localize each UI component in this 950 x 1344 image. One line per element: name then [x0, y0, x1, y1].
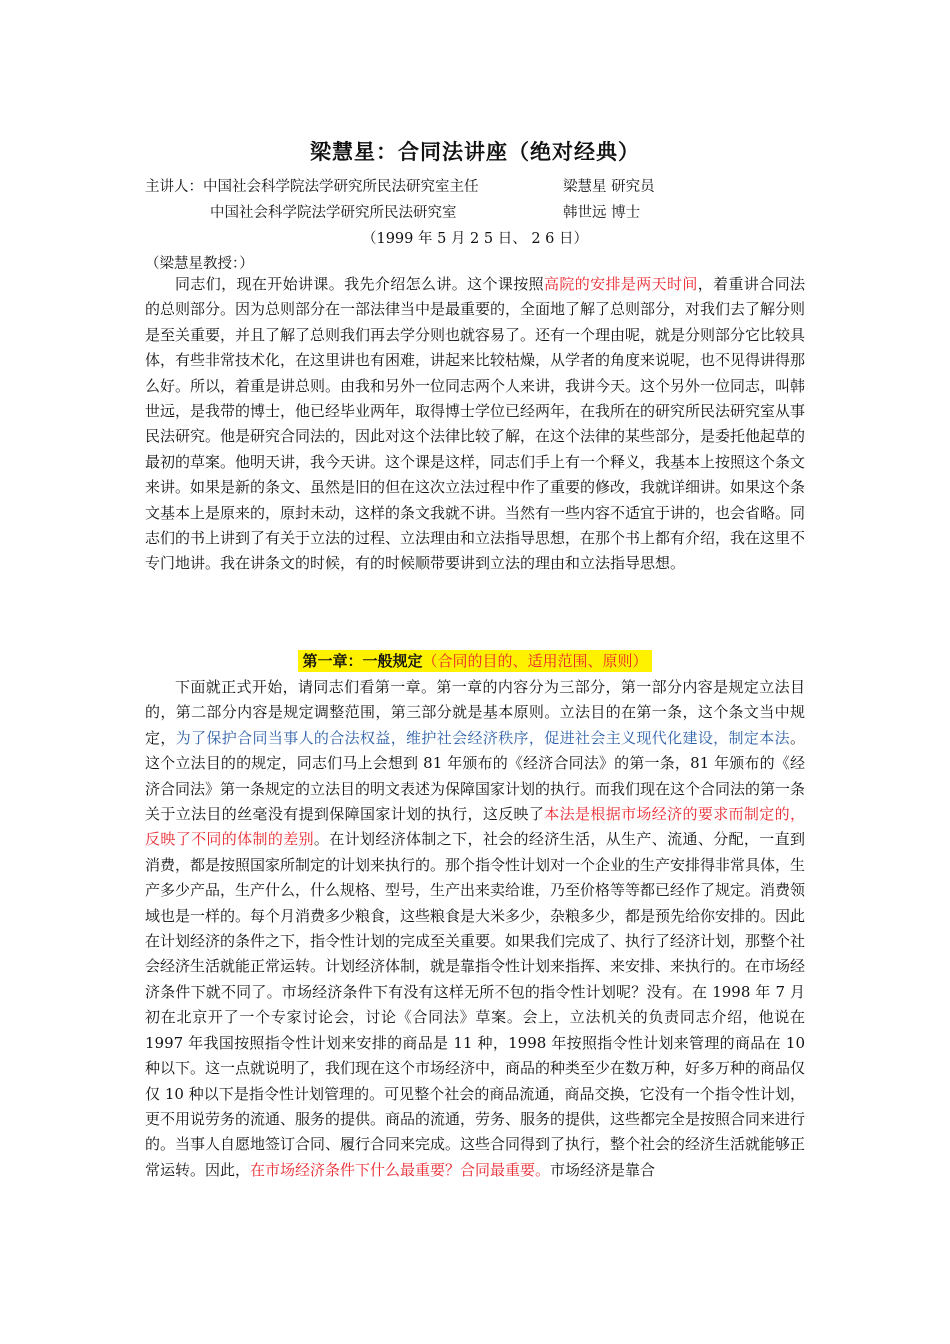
chapter-heading: 第一章：一般规定（合同的目的、适用范围、原则） [298, 650, 651, 672]
highlighted-text-blue: 为了保护合同当事人的合法权益，维护社会经济秩序，促进社会主义现代化建设，制定本法 [175, 728, 790, 747]
chapter-heading-row [0, 650, 950, 672]
speaker-line-1-label: 主讲人：中国社会科学院法学研究所民法研究室主任 [145, 179, 479, 195]
highlighted-text-red: 高院的安排是两天时间 [543, 275, 698, 293]
document-title: 梁慧星：合同法讲座（绝对经典） [310, 140, 640, 164]
speaker-line-1-name: 梁慧星 研究员 [563, 179, 655, 195]
highlighted-text-red: 本法是根据市场经济的要求而制定的，反映了不同的体制的差别 [145, 805, 805, 849]
intro-paragraph: 同志们，现在开始讲课。我先介绍怎么讲。这个课按照高院的安排是两天时间，着重讲合同法的总则部分。因为总则部分在一部法律当中是最重要的，全面地了解了总则部分，对我们去了解分则是至关重要，并且了解了总则我们再去学分则也就容易了。还有一个理由呢，就是分则部分它比较具体，有些非常技术化，在这里讲也有困难，讲起来比较枯燥，从学者的角度来说呢，也不见得讲得那么好。所以，着重是讲总则。由我和另外一位同志两个人来讲，我讲今天。这个另外一位同志，叫韩世远，是我带的博士，他已经毕业两年，取得博士学位已经两年，在我所在的研究所民法研究室从事民法研究。他是研究合同法的，因此对这个法律比较了解，在这个法律的某些部分，是委托他起草的最初的草案。他明天讲，我今天讲。这个课是这样，同志们手上有一个释义，我基本上按照这个条文来讲。如果是新的条文、虽然是旧的但在这次立法过程中作了重要的修改，我就详细讲。如果这个条文基本上是原来的，原封未动，这样的条文我就不讲。当然有一些内容不适宜于讲的，也会省略。同志们的书上讲到了有关于立法的过程、立法理由和立法指导思想，在那个书上都有介绍，我在这里不专门地讲。我在讲条文的时候，有的时候顺带要讲到立法的理由和立法指导思想。 [145, 275, 806, 573]
highlighted-text-red: 在市场经济条件下什么最重要？合同最重要。 [250, 1160, 551, 1179]
lecture-date: （1999 年 5 月 2 5 日、 2 6 日） [361, 231, 588, 247]
chapter-paragraph: 下面就正式开始，请同志们看第一章。第一章的内容分为三部分，第一部分内容是规定立法目的，第二部分内容是规定调整范围，第三部分就是基本原则。立法目的在第一条，这个条文当中规定，为了保护合同当事人的合法权益，维护社会经济秩序，促进社会主义现代化建设，制定本法。这个立法目的的规定，同志们马上会想到 81 年颁布的《经济合同法》的第一条，81 年颁布的《经济合同法》第一条规定的立法目的明文表述为保障国家计划的执行。而我们现在这个合同法的第一条关于立法目的丝毫没有提到保障国家计划的执行，这反映了本法是根据市场经济的要求而制定的，反映了不同的体制的差别。在计划经济体制之下，社会的经济生活，从生产、流通、分配，一直到消费，都是按照国家所制定的计划来执行的。那个指令性计划对一个企业的生产安排得非常具体，生产多少产品，生产什么，什么规格、型号，生产出来卖给谁，乃至价格等等都已经作了规定。消费领域也是一样的。每个月消费多少粮食，这些粮食是大米多少，杂粮多少，都是预先给你安排的。因此在计划经济的条件之下，指令性计划的完成至关重要。如果我们完成了、执行了经济计划，那整个社会经济生活就能正常运转。计划经济体制，就是靠指令性计划来指挥、来安排、来执行的。在市场经济条件下就不同了。市场经济条件下有没有这样无所不包的指令性计划呢？没有。在 1998 年 7 月初在北京开了一个专家讨论会，讨论《合同法》草案。会上，立法机关的负责同志介绍，他说在 1997 年我国按照指令性计划来安排的商品是 11 种，1998 年按照指令性计划来管理的商品在 10 种以下。这一点就说明了，我们现在这个市场经济中，商品的种类至少在数万种，好多万种的商品仅仅 10 种以下是指令性计划管理的。可见整个社会的商品流通，商品交换，它没有一个指令性计划，更不用说劳务的流通、服务的提供。商品的流通，劳务、服务的提供，这些都完全是按照合同来进行的。当事人自愿地签订合同、履行合同来完成。这些合同得到了执行，整个社会的经济生活就能够正常运转。因此，在市场经济条件下什么最重要？合同最重要。市场经济是靠合 [145, 678, 806, 1179]
speaker-line-2-label: 中国社会科学院法学研究所民法研究室 [210, 205, 457, 221]
speaker-line-2-name: 韩世远 博士 [563, 205, 641, 221]
speaker-tag: （梁慧星教授：） [145, 256, 254, 272]
